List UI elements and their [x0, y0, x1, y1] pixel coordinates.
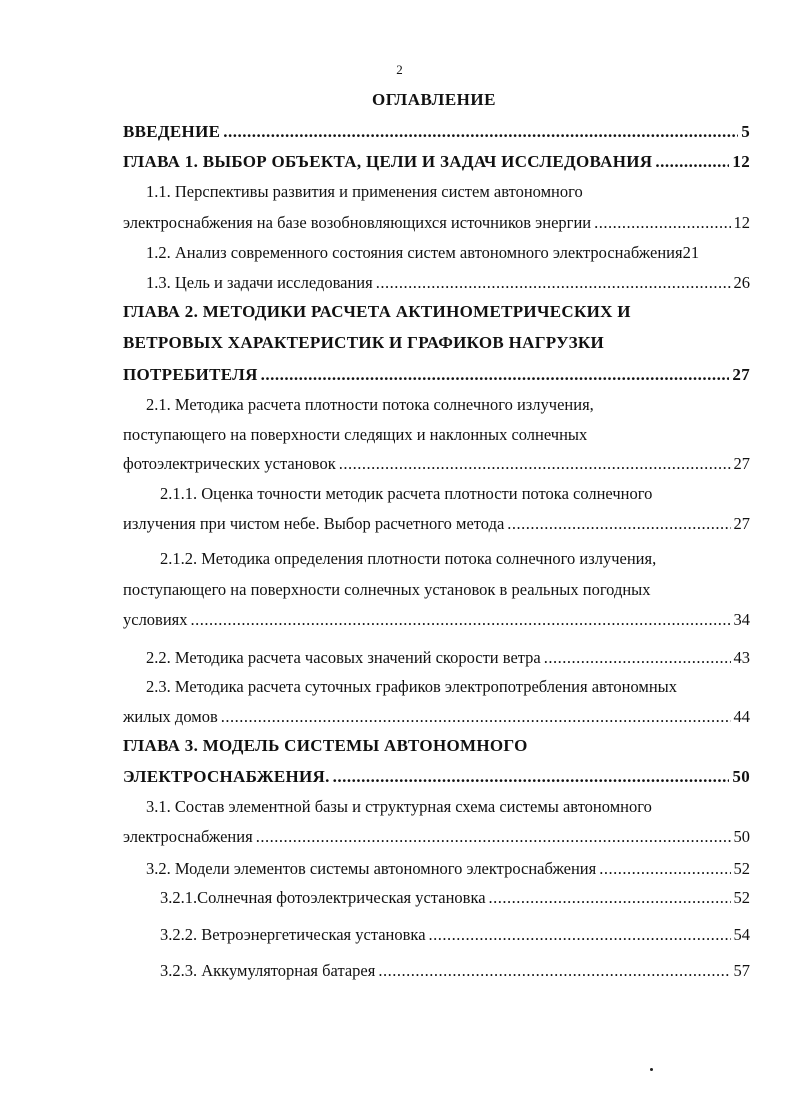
toc-page: 12: [733, 213, 750, 232]
toc-page: 27: [733, 454, 750, 473]
toc-entry-chapter-2-line3: [123, 362, 750, 388]
toc-page: 50: [733, 827, 750, 846]
toc-entry-2-1-1-line1: 2.1.1. Оценка точности методик расчета плотности потока солнечного: [160, 484, 653, 503]
toc-page: 27: [733, 514, 750, 533]
toc-entry-intro: [123, 119, 750, 145]
dot-leader: [429, 922, 731, 948]
toc-entry-chapter-2-line2: ВЕТРОВЫХ ХАРАКТЕРИСТИК И ГРАФИКОВ НАГРУЗКИ: [123, 333, 605, 352]
toc-entry-chapter-1: [123, 149, 750, 175]
toc-entry-1-1-line2: [123, 210, 750, 236]
dot-leader: [261, 362, 730, 388]
toc-entry-2-2: [146, 645, 750, 671]
toc-text: излучения при чистом небе. Выбор расчетного метода: [123, 514, 505, 533]
toc-entry-2-1-line1: 2.1. Методика расчета плотности потока солнечного излучения,: [146, 395, 594, 414]
toc-text: жилых домов: [123, 707, 218, 726]
toc-page: 12: [732, 152, 750, 171]
toc-entry-2-1-1-line2: [123, 511, 750, 537]
toc-entry-1-1-line1: 1.1. Перспективы развития и применения систем автономного: [146, 182, 583, 201]
toc-entry-3-1-line2: [123, 824, 750, 850]
toc-text: 1.3. Цель и задачи исследования: [146, 273, 373, 292]
toc-page: 27: [732, 365, 750, 384]
page-number: 2: [396, 62, 403, 77]
toc-page: 52: [733, 859, 750, 878]
toc-text: ВВЕДЕНИЕ: [123, 122, 221, 141]
dot-leader: [223, 119, 738, 145]
toc-entry-2-1-2-line1: 2.1.2. Методика определения плотности потока солнечного излучения,: [160, 549, 657, 568]
toc-entry-1-3: [146, 270, 750, 296]
toc-page: 54: [733, 925, 750, 944]
toc-text: условиях: [123, 610, 188, 629]
toc-entry-3-1-line1: 3.1. Состав элементной базы и структурная схема системы автономного: [146, 797, 652, 816]
dot-leader: [339, 451, 731, 477]
toc-entry-chapter-2-line1: ГЛАВА 2. МЕТОДИКИ РАСЧЕТА АКТИНОМЕТРИЧЕСКИХ И: [123, 302, 631, 321]
dot-leader: [333, 764, 730, 790]
toc-text: 3.2.2. Ветроэнергетическая установка: [160, 925, 426, 944]
toc-entry-3-2-3: [160, 958, 750, 984]
toc-entry-3-2-1: [160, 885, 750, 911]
toc-page: 26: [733, 273, 750, 292]
dot-leader: [489, 885, 731, 911]
toc-text: 3.2. Модели элементов системы автономного электроснабжения: [146, 859, 597, 878]
toc-text: ПОТРЕБИТЕЛЯ: [123, 365, 258, 384]
toc-entry-2-1-line2: поступающего на поверхности следящих и наклонных солнечных: [123, 425, 588, 444]
toc-page: 43: [733, 648, 750, 667]
dot-leader: [507, 511, 730, 537]
dot-leader: [376, 270, 731, 296]
toc-page: 50: [732, 767, 750, 786]
dot-leader: [544, 645, 731, 671]
toc-page: 57: [733, 961, 750, 980]
toc-text: электроснабжения на базе возобновляющихся источников энергии: [123, 213, 592, 232]
dot-leader: [594, 210, 730, 236]
dot-leader: [378, 958, 730, 984]
scan-dot-mark: [650, 1068, 653, 1071]
toc-text: ГЛАВА 1. ВЫБОР ОБЪЕКТА, ЦЕЛИ И ЗАДАЧ ИССЛЕДОВАНИЯ: [123, 152, 653, 171]
toc-entry-1-2: 1.2. Анализ современного состояния систем автономного электроснабжения21: [146, 243, 700, 262]
toc-entry-2-1-line3: [123, 451, 750, 477]
toc-entry-2-3-line2: [123, 704, 750, 730]
toc-text: 2.2. Методика расчета часовых значений скорости ветра: [146, 648, 541, 667]
toc-text: ЭЛЕКТРОСНАБЖЕНИЯ.: [123, 767, 330, 786]
toc-text: 3.2.1.Солнечная фотоэлектрическая установка: [160, 888, 486, 907]
dot-leader: [221, 704, 731, 730]
toc-page: 5: [741, 122, 750, 141]
dot-leader: [256, 824, 731, 850]
toc-page: 34: [733, 610, 750, 629]
toc-entry-3-2: [146, 856, 750, 882]
toc-page: 44: [733, 707, 750, 726]
toc-text: 3.2.3. Аккумуляторная батарея: [160, 961, 376, 980]
toc-entry-3-2-2: [160, 922, 750, 948]
toc-page: 52: [733, 888, 750, 907]
page-title: ОГЛАВЛЕНИЕ: [372, 90, 496, 109]
dot-leader: [599, 856, 730, 882]
toc-entry-2-3-line1: 2.3. Методика расчета суточных графиков электропотребления автономных: [146, 677, 678, 696]
dot-leader: [191, 607, 731, 633]
dot-leader: [655, 149, 729, 175]
toc-entry-2-1-2-line2: поступающего на поверхности солнечных установок в реальных погодных: [123, 580, 651, 599]
toc-text: электроснабжения: [123, 827, 253, 846]
toc-entry-2-1-2-line3: [123, 607, 750, 633]
toc-entry-chapter-3-line2: [123, 764, 750, 790]
toc-entry-chapter-3-line1: ГЛАВА 3. МОДЕЛЬ СИСТЕМЫ АВТОНОМНОГО: [123, 736, 528, 755]
toc-text: фотоэлектрических установок: [123, 454, 336, 473]
